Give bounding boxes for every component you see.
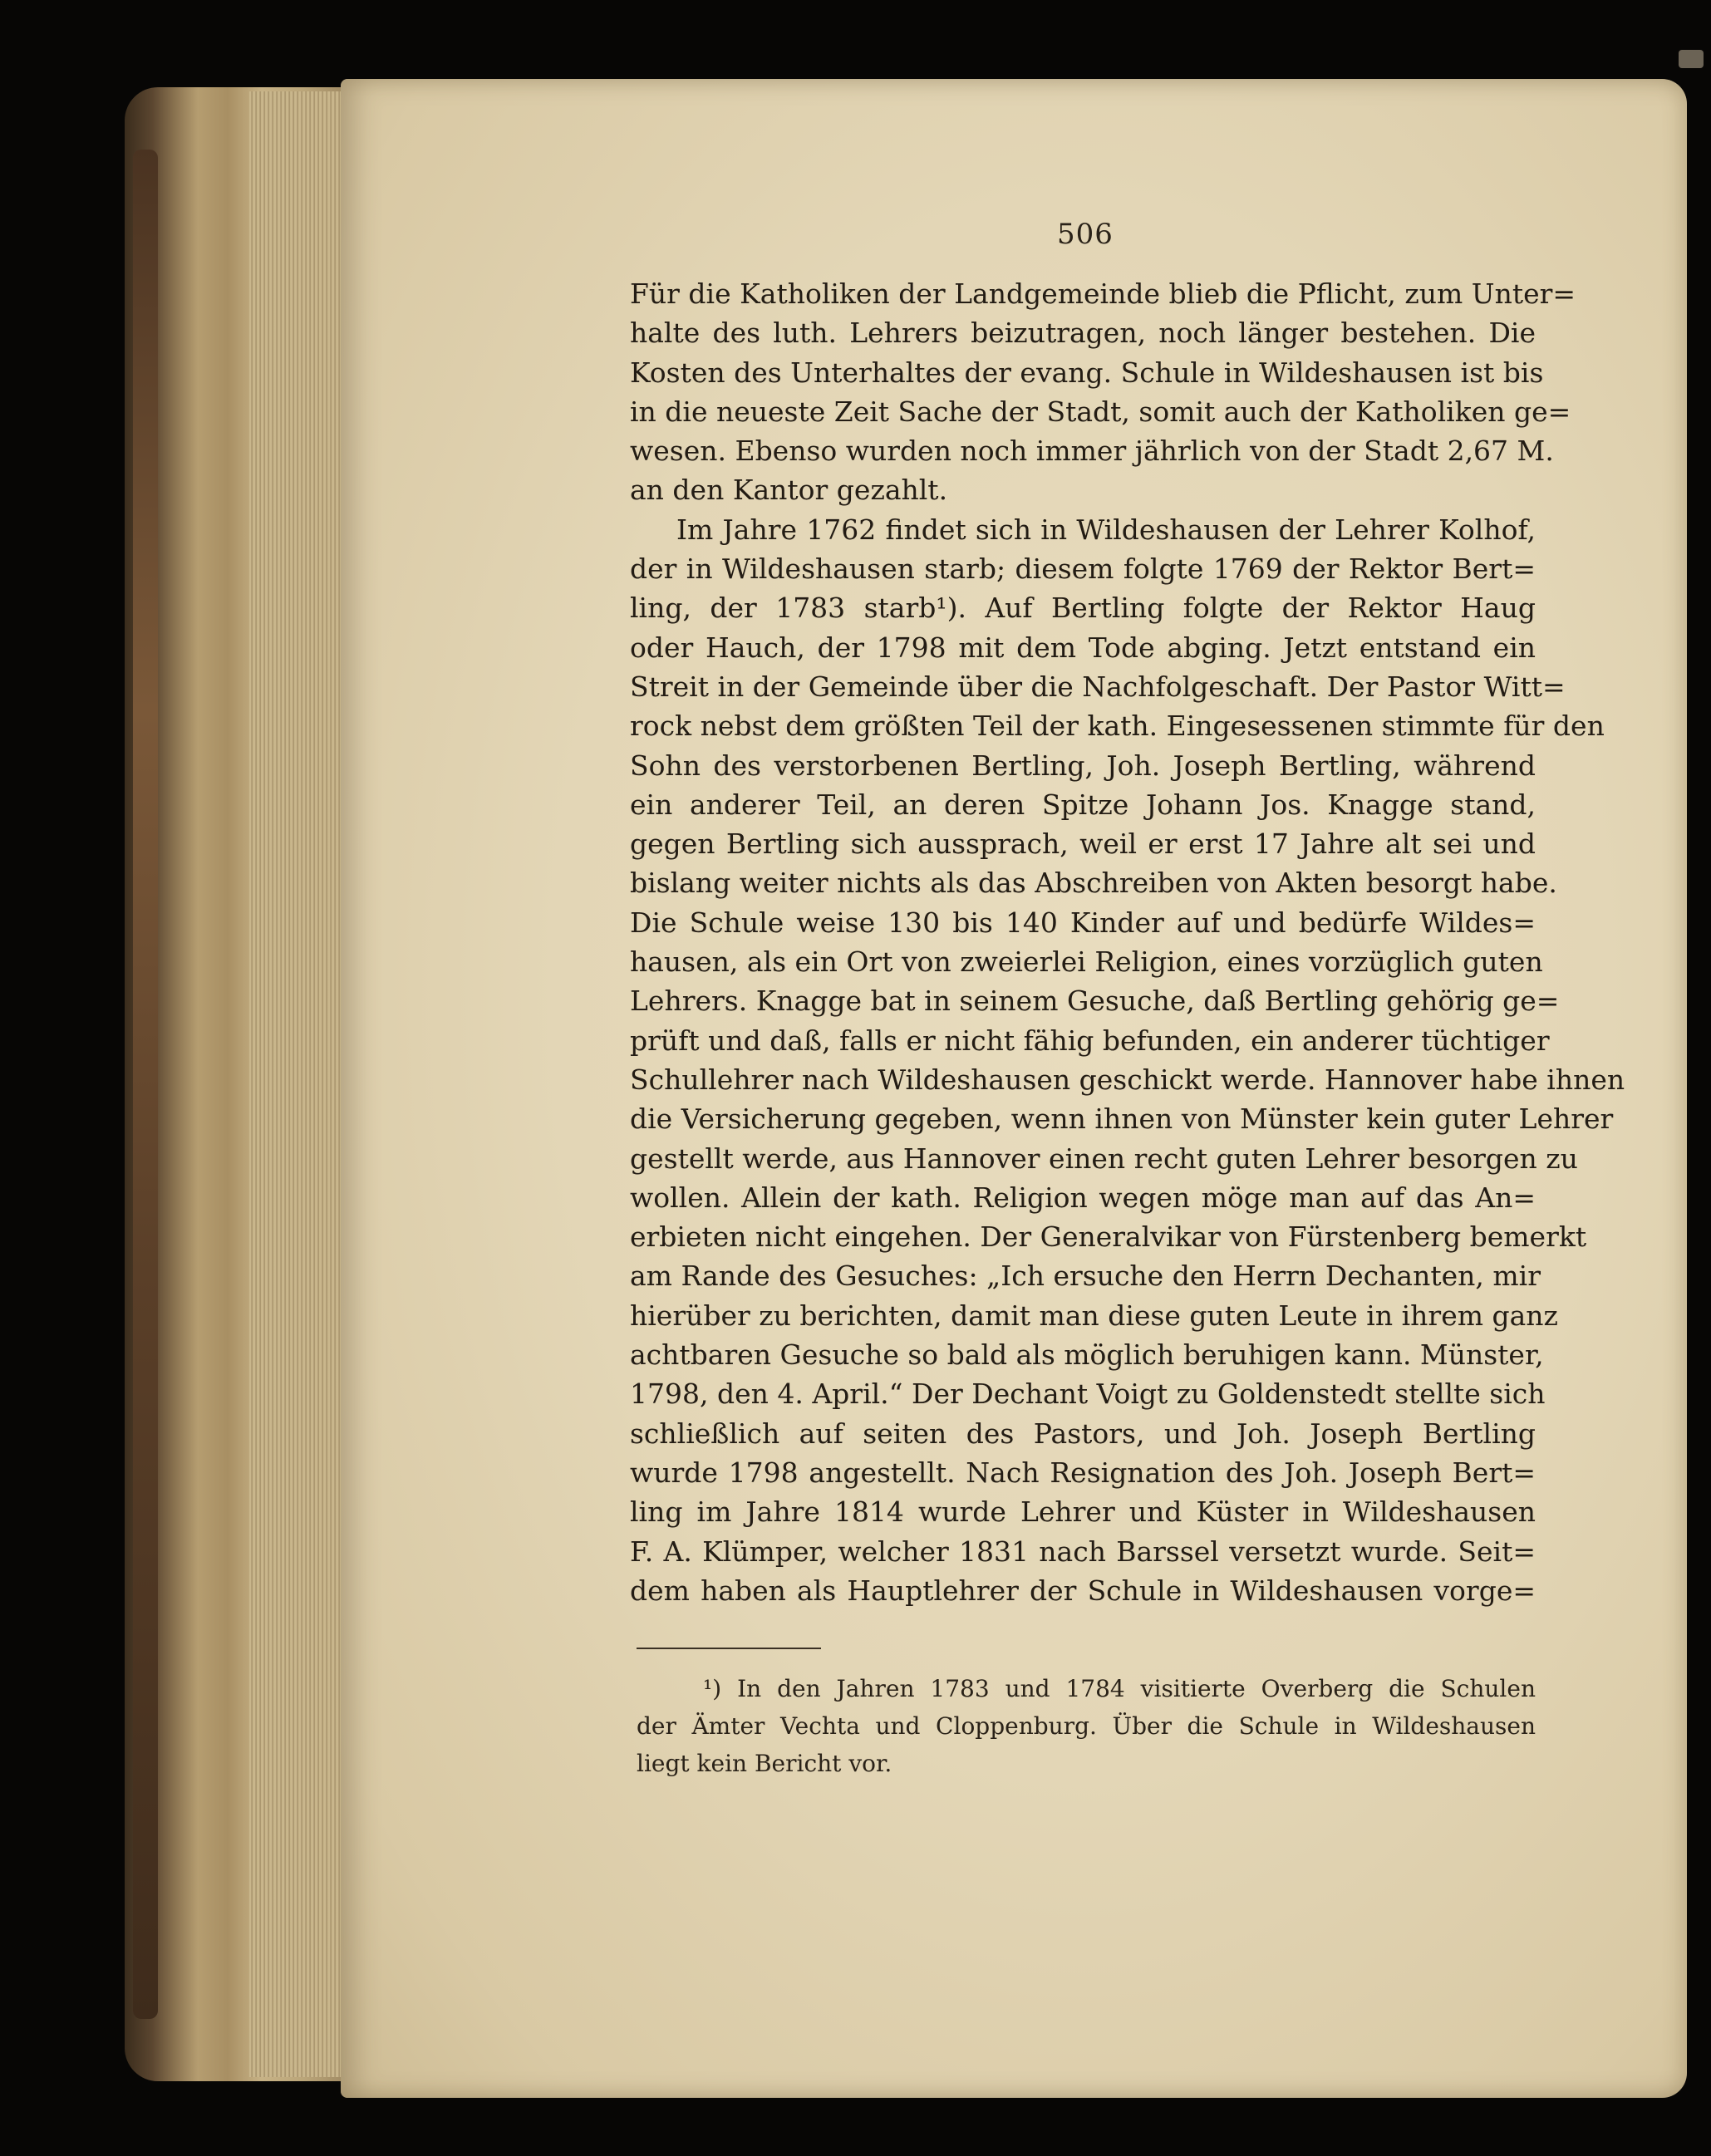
text-line: wesen. Ebenso wurden noch immer jährlich von der Stadt 2,67 M. xyxy=(630,435,1554,468)
footnote-line: ¹) In den Jahren 1783 und 1784 visitierte Overberg die Schulen xyxy=(703,1675,1536,1702)
text-line: hausen, als ein Ort von zweierlei Religion, eines vorzüglich guten xyxy=(630,945,1543,979)
text-line: am Rande des Gesuches: „Ich ersuche den Herrn Dechanten, mir xyxy=(630,1260,1541,1293)
text-line: rock nebst dem größten Teil der kath. Eingesessenen stimmte für den xyxy=(630,710,1605,743)
text-line: gegen Bertling sich aussprach, weil er erst 17 Jahre alt sei und xyxy=(630,828,1536,861)
page-edges xyxy=(249,91,349,2077)
book-spine-edge xyxy=(133,150,158,2019)
text-line: wollen. Allein der kath. Religion wegen möge man auf das An= xyxy=(630,1181,1536,1214)
book-clip xyxy=(1679,50,1704,68)
text-line: gestellt werde, aus Hannover einen recht guten Lehrer besorgen zu xyxy=(630,1142,1578,1175)
text-line: ein anderer Teil, an deren Spitze Johann Jos. Knagge stand, xyxy=(630,788,1536,821)
body-text xyxy=(630,274,1625,1610)
text-line: halte des luth. Lehrers beizutragen, noch länger bestehen. Die xyxy=(630,317,1536,350)
text-line: hierüber zu berichten, damit man diese guten Leute in ihrem ganz xyxy=(630,1299,1558,1332)
text-line: ling, der 1783 starb¹). Auf Bertling folgte der Rektor Haug xyxy=(630,592,1536,625)
text-line: Sohn des verstorbenen Bertling, Joh. Joseph Bertling, während xyxy=(630,749,1536,782)
text-line: wurde 1798 angestellt. Nach Resignation des Joh. Joseph Bert= xyxy=(630,1456,1536,1489)
text-line: F. A. Klümper, welcher 1831 nach Barssel versetzt wurde. Seit= xyxy=(630,1535,1536,1568)
text-line: Streit in der Gemeinde über die Nachfolgeschaft. Der Pastor Witt= xyxy=(630,670,1566,703)
footnote-divider xyxy=(637,1648,821,1649)
text-line: Im Jahre 1762 findet sich in Wildeshausen der Lehrer Kolhof, xyxy=(676,513,1536,546)
text-line: 1798, den 4. April.“ Der Dechant Voigt zu Goldenstedt stellte sich xyxy=(630,1378,1546,1411)
text-line: achtbaren Gesuche so bald als möglich beruhigen kann. Münster, xyxy=(630,1338,1544,1372)
footnote-line: liegt kein Bericht vor. xyxy=(637,1750,892,1777)
text-line: die Versicherung gegeben, wenn ihnen von Münster kein guter Lehrer xyxy=(630,1103,1614,1136)
text-line: der in Wildeshausen starb; diesem folgte 1769 der Rektor Bert= xyxy=(630,553,1536,586)
text-line: Die Schule weise 130 bis 140 Kinder auf und bedürfe Wildes= xyxy=(630,906,1536,939)
footnote xyxy=(637,1670,1536,1782)
text-line: an den Kantor gezahlt. xyxy=(630,474,948,507)
text-line: Kosten des Unterhaltes der evang. Schule in Wildeshausen ist bis xyxy=(630,356,1544,389)
text-line: in die neueste Zeit Sache der Stadt, somit auch der Katholiken ge= xyxy=(630,395,1571,428)
text-line: bislang weiter nichts als das Abschreiben von Akten besorgt habe. xyxy=(630,867,1557,900)
text-line: ling im Jahre 1814 wurde Lehrer und Küster in Wildeshausen xyxy=(630,1495,1536,1529)
text-line: erbieten nicht eingehen. Der Generalvikar von Fürstenberg bemerkt xyxy=(630,1220,1587,1254)
footnote-line: der Ämter Vechta und Cloppenburg. Über die Schule in Wildeshausen xyxy=(637,1712,1536,1740)
text-line: schließlich auf seiten des Pastors, und Joh. Joseph Bertling xyxy=(630,1417,1536,1450)
text-line: Schullehrer nach Wildeshausen geschickt werde. Hannover habe ihnen xyxy=(630,1063,1625,1096)
text-line: Lehrers. Knagge bat in seinem Gesuche, daß Bertling gehörig ge= xyxy=(630,985,1560,1018)
text-line: Für die Katholiken der Landgemeinde blieb die Pflicht, zum Unter= xyxy=(630,277,1576,310)
text-line: oder Hauch, der 1798 mit dem Tode abging. Jetzt entstand ein xyxy=(630,631,1536,664)
page-number: 506 xyxy=(1057,218,1114,251)
text-line: dem haben als Hauptlehrer der Schule in Wildeshausen vorge= xyxy=(630,1574,1536,1607)
text-line: prüft und daß, falls er nicht fähig befunden, ein anderer tüchtiger xyxy=(630,1024,1550,1057)
